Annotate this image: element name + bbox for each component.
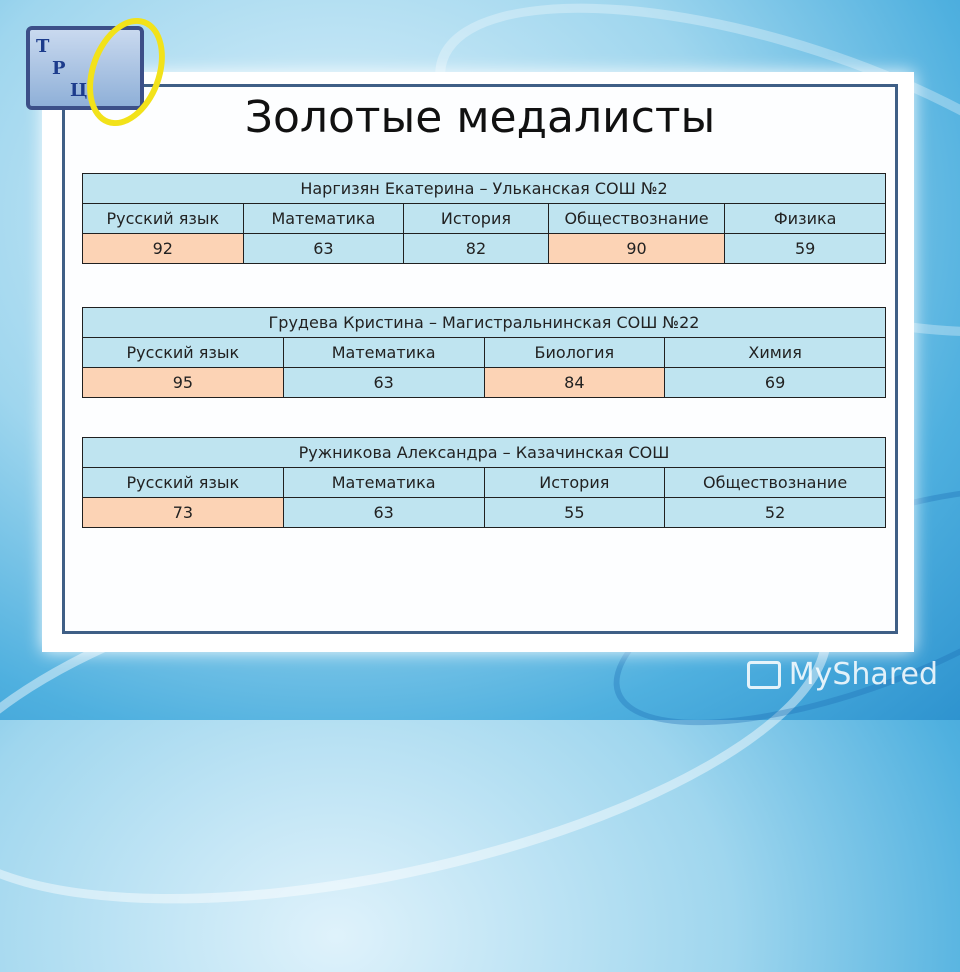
score-cell: 92 xyxy=(83,234,244,264)
student-header: Грудева Кристина – Магистральнинская СОШ №22 xyxy=(83,308,886,338)
subject-cell: История xyxy=(404,204,549,234)
score-cell: 82 xyxy=(404,234,549,264)
subject-cell: Русский язык xyxy=(83,204,244,234)
page-title: Золотые медалисты xyxy=(244,92,716,143)
score-cell: 73 xyxy=(83,498,284,528)
subject-cell: Математика xyxy=(283,338,484,368)
logo-letter: Ц xyxy=(70,80,88,101)
subject-cell: Математика xyxy=(283,468,484,498)
subject-cell: Химия xyxy=(665,338,886,368)
score-cell: 95 xyxy=(83,368,284,398)
subject-cell: Математика xyxy=(243,204,404,234)
score-cell: 90 xyxy=(548,234,725,264)
subject-cell: Русский язык xyxy=(83,468,284,498)
subject-cell: История xyxy=(484,468,665,498)
subject-cell: Обществознание xyxy=(548,204,725,234)
presentation-icon xyxy=(747,661,781,689)
logo-letter: Т xyxy=(36,36,50,57)
subject-cell: Физика xyxy=(725,204,886,234)
subject-cell: Русский язык xyxy=(83,338,284,368)
student-header: Наргизян Екатерина – Ульканская СОШ №2 xyxy=(83,174,886,204)
medalist-table xyxy=(82,437,886,528)
watermark xyxy=(747,657,938,692)
score-cell: 69 xyxy=(665,368,886,398)
score-cell: 63 xyxy=(283,368,484,398)
watermark-text: MyShared xyxy=(788,657,938,692)
score-cell: 59 xyxy=(725,234,886,264)
student-header: Ружникова Александра – Казачинская СОШ xyxy=(83,438,886,468)
medalist-table xyxy=(82,307,886,398)
score-cell: 55 xyxy=(484,498,665,528)
score-cell: 84 xyxy=(484,368,665,398)
medalist-table xyxy=(82,173,886,264)
subject-cell: Обществознание xyxy=(665,468,886,498)
score-cell: 52 xyxy=(665,498,886,528)
subject-cell: Биология xyxy=(484,338,665,368)
logo-letter: Р xyxy=(52,58,66,79)
score-cell: 63 xyxy=(243,234,404,264)
score-cell: 63 xyxy=(283,498,484,528)
